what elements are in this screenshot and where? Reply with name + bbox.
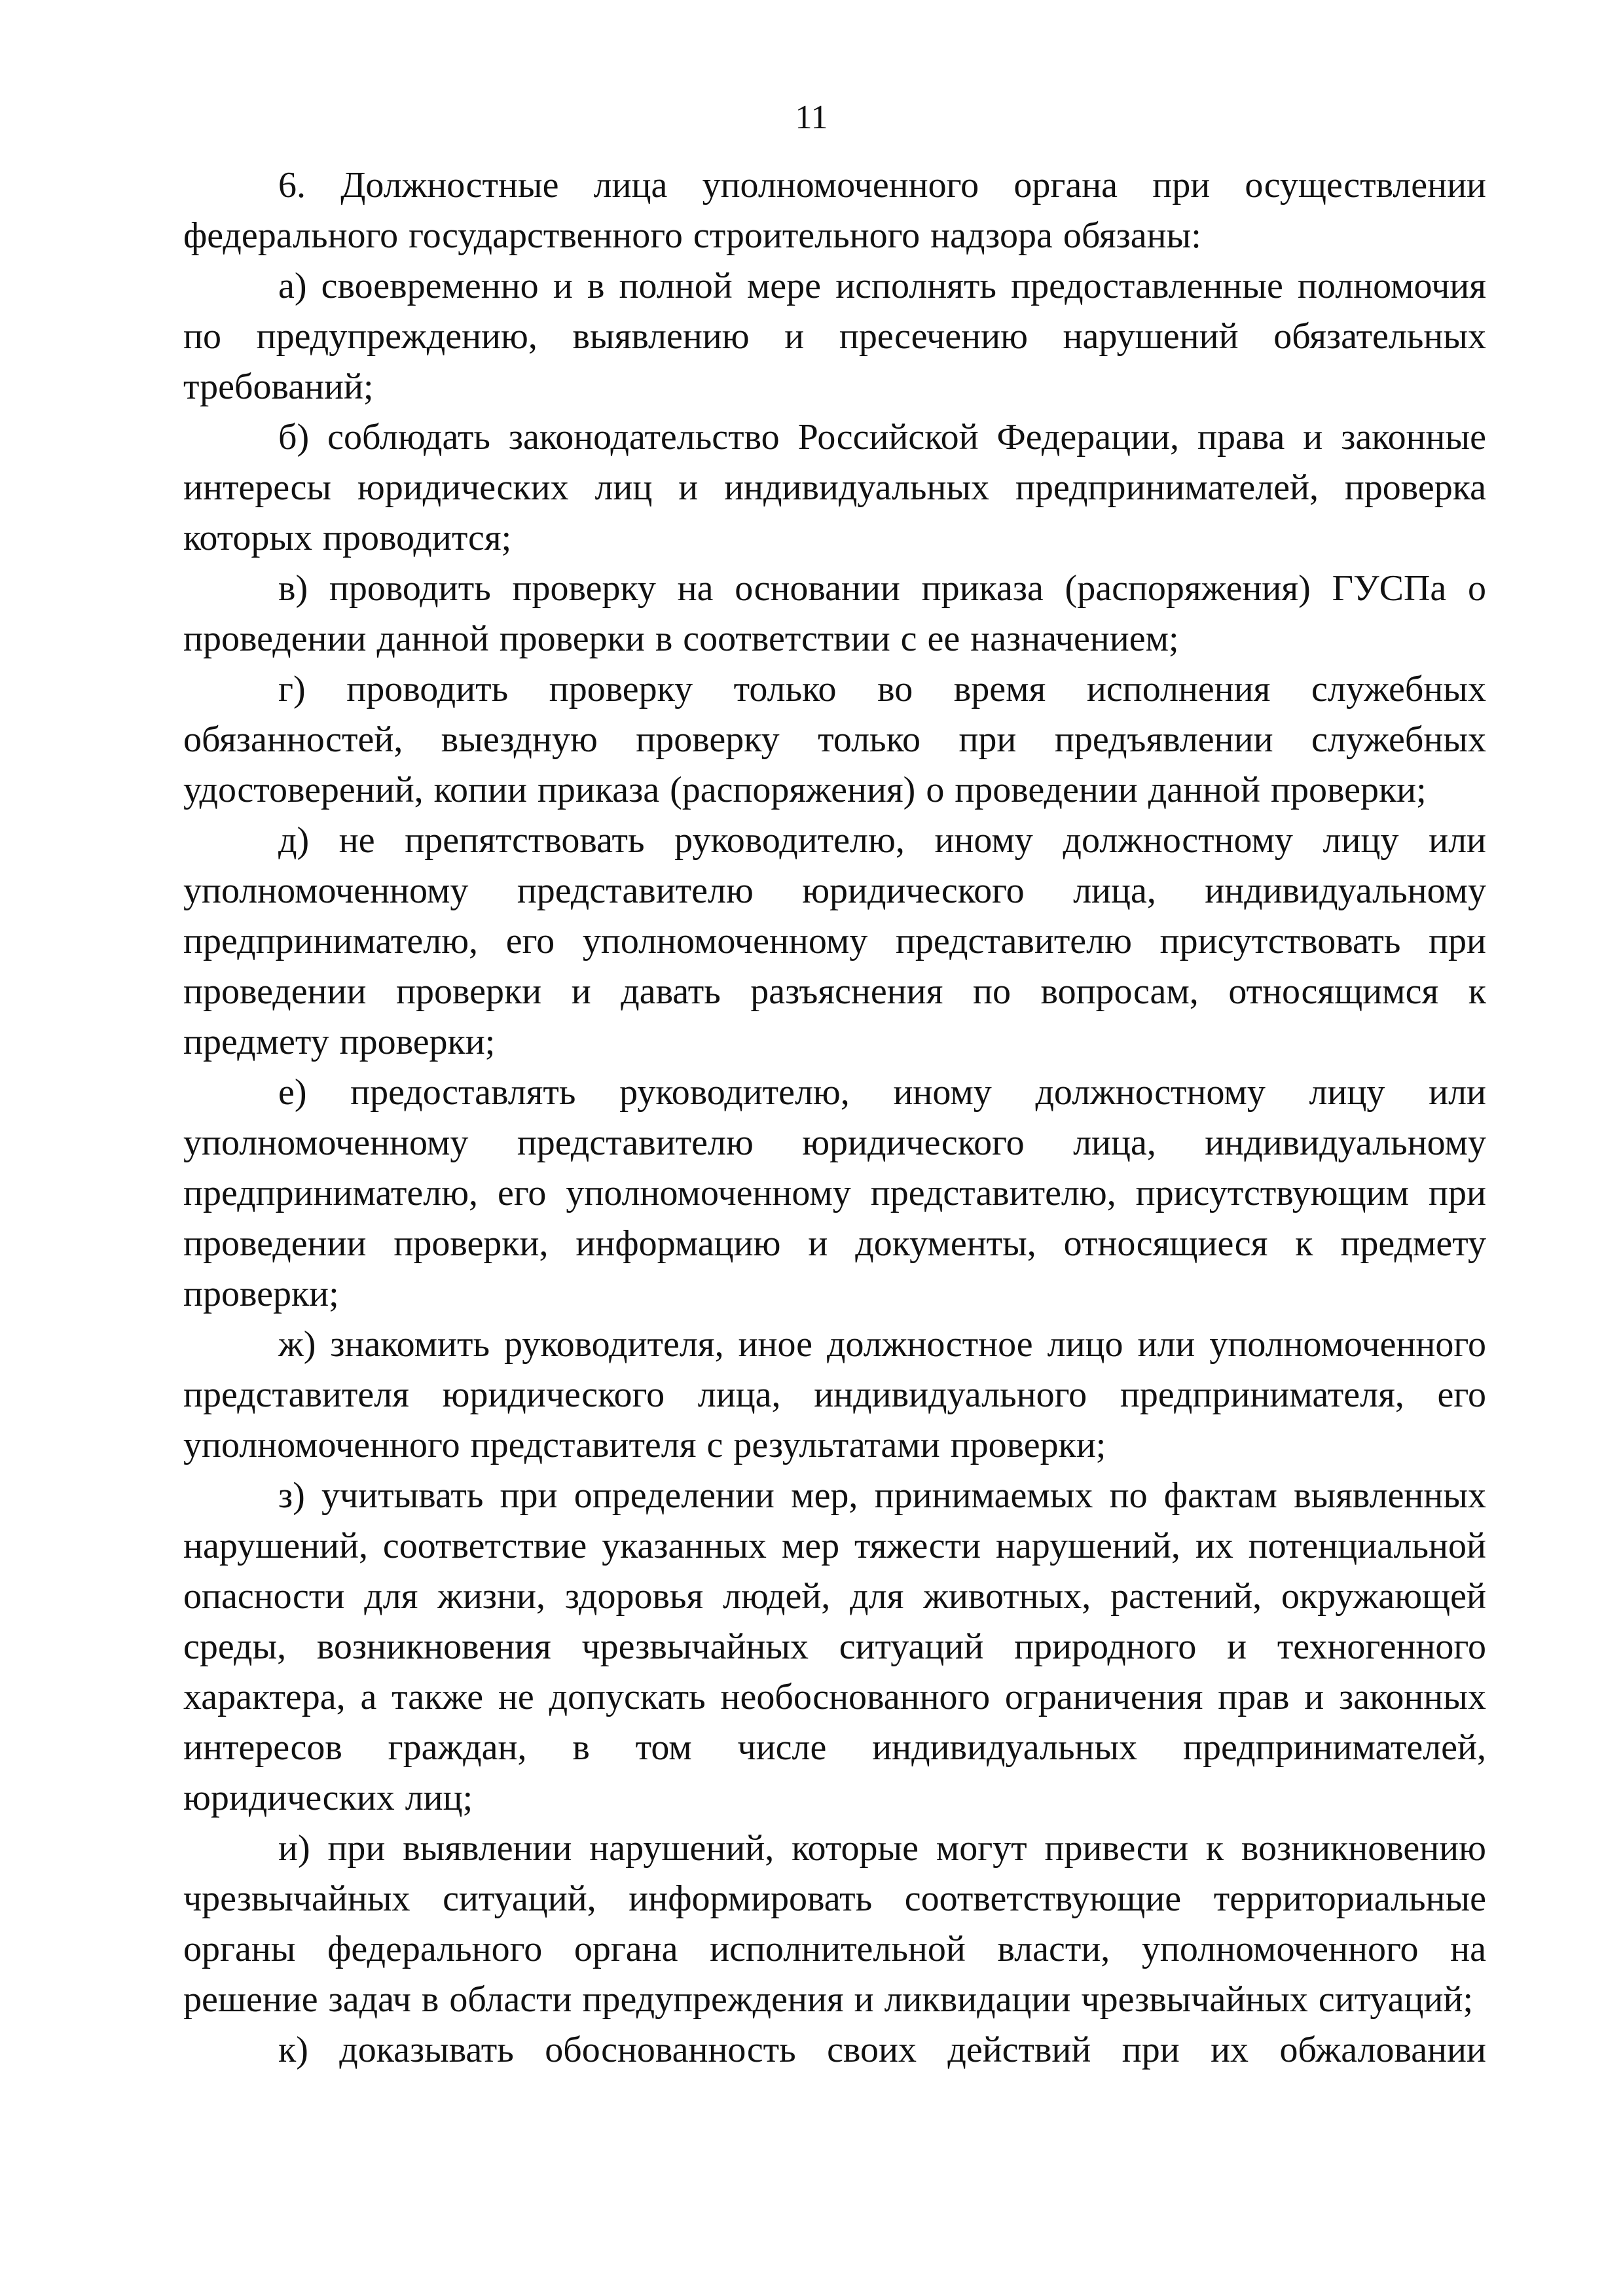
list-item-g: г) проводить проверку только во время исполнения служебных обязанностей, выездную проверку только при предъявлении служебных удостоверений, копии приказа (распоряжения) о проведении данной проверки; [183,669,1486,810]
list-item-i: и) при выявлении нарушений, которые могут привести к возникновению чрезвычайных ситуаций, информировать соответствующие территориальные органы федерального органа исполнительной власти, уполномоченного на решение задач в области предупреждения и ликвидации чрезвычайных ситуаций; [183,1828,1486,2020]
paragraph-6-intro: 6. Должностные лица уполномоченного органа при осуществлении федерального государственного строительного надзора обязаны: [183,165,1486,256]
list-item-a: а) своевременно и в полной мере исполнять предоставленные полномочия по предупреждению, выявлению и пресечению нарушений обязательных требований; [183,266,1486,407]
list-item-zh: ж) знакомить руководителя, иное должностное лицо или уполномоченного представителя юридического лица, индивидуального предпринимателя, его уполномоченного представителя с результатами проверки; [183,1324,1486,1465]
list-item-d: д) не препятствовать руководителю, иному должностному лицу или уполномоченному представителю юридического лица, индивидуальному предпринимателю, его уполномоченному представителю присутствовать при проведении проверки и давать разъяснения по вопросам, относящимся к предмету проверки; [183,820,1486,1062]
document-body [183,160,1486,2075]
page-number: 11 [795,99,828,136]
list-item-k: к) доказывать обоснованность своих действий при их обжаловании [278,2030,1486,2070]
list-item-v: в) проводить проверку на основании приказа (распоряжения) ГУСПа о проведении данной проверки в соответствии с ее назначением; [183,568,1486,659]
list-item-z: з) учитывать при определении мер, принимаемых по фактам выявленных нарушений, соответствие указанных мер тяжести нарушений, их потенциальной опасности для жизни, здоровья людей, для животных, растений, окружающей среды, возникновения чрезвычайных ситуаций природного и техногенного характера, а также не допускать необоснованного ограничения прав и законных интересов граждан, в том числе индивидуальных предпринимателей, юридических лиц; [183,1475,1486,1818]
list-item-b: б) соблюдать законодательство Российской Федерации, права и законные интересы юридических лиц и индивидуальных предпринимателей, проверка которых проводится; [183,417,1486,558]
list-item-e: е) предоставлять руководителю, иному должностному лицу или уполномоченному представителю юридического лица, индивидуальному предпринимателю, его уполномоченному представителю, присутствующим при проведении проверки, информацию и документы, относящиеся к предмету проверки; [183,1072,1486,1314]
